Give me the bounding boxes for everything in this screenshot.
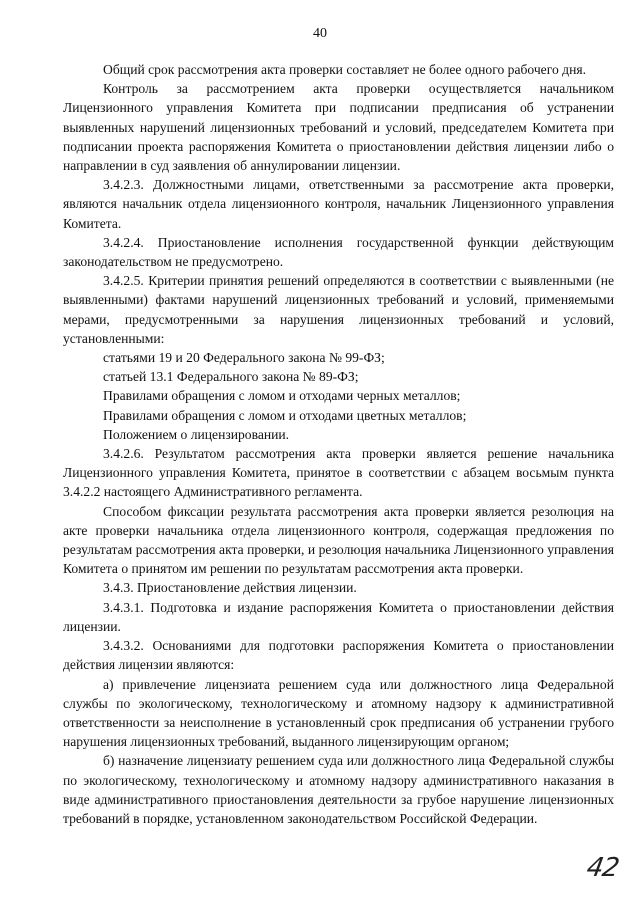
list-item: статьей 13.1 Федерального закона № 89-ФЗ;	[103, 369, 359, 385]
paragraph: 3.4.3. Приостановление действия лицензии.	[103, 580, 357, 596]
paragraph: 3.4.2.4. Приостановление исполнения государственной функции действующим законодательством не предусмотрено.	[63, 234, 614, 270]
paragraph: Способом фиксации результата рассмотрения акта проверки является резолюция на акте проверки начальника отдела лицензионного контроля, содержащая предложения по результатам рассмотрения акта проверки, и резолюция начальника Лицензионного управления Комитета о принятом им решении по результатам рассмотрения акта проверки.	[63, 503, 614, 577]
paragraph: 3.4.3.2. Основаниями для подготовки распоряжения Комитета о приостановлении действия лицензии являются:	[63, 638, 614, 673]
paragraph: 3.4.3.1. Подготовка и издание распоряжения Комитета о приостановлении действия лицензии.	[63, 599, 614, 634]
page-number: 40	[313, 26, 327, 41]
paragraph: 3.4.2.3. Должностными лицами, ответственными за рассмотрение акта проверки, являются начальник отдела лицензионного контроля, начальник Лицензионного управления Комитета.	[63, 177, 614, 231]
list-item: Правилами обращения с ломом и отходами цветных металлов;	[103, 407, 467, 423]
document-body	[63, 60, 614, 828]
handwritten-page-number: 42	[584, 853, 621, 883]
list-item: Правилами обращения с ломом и отходами черных металлов;	[103, 388, 461, 404]
list-item: Положением о лицензировании.	[103, 426, 290, 442]
paragraph: а) привлечение лицензиата решением суда или должностного лица Федеральной службы по экологическому, технологическому и атомному надзору к административной ответственности за неисполнение в установленный срок предписания об устранении грубого нарушения лицензионных требований, выданного лицензирующим органом;	[63, 676, 614, 750]
paragraph: Контроль за рассмотрением акта проверки осуществляется начальником Лицензионного управления Комитета при подписании предписания об устранении выявленных нарушений лицензионных требований и условий, председателем Комитета при подписании проекта распоряжения Комитета о приостановлении действия лицензии либо о направлении в суд заявления об аннулировании лицензии.	[63, 81, 614, 174]
paragraph: б) назначение лицензиату решением суда или должностного лица Федеральной службы по экологическому, технологическому и атомному надзору административного наказания в виде административного приостановления деятельности за грубое нарушение лицензионных требований в порядке, установленном законодательством Российской Федерации.	[63, 753, 614, 826]
paragraph: Общий срок рассмотрения акта проверки составляет не более одного рабочего дня.	[103, 62, 586, 77]
paragraph: 3.4.2.6. Результатом рассмотрения акта проверки является решение начальника Лицензионного управления Комитета, принятое в соответствии с абзацем восьмым пункта 3.4.2.2 настоящего Административного регламента.	[63, 446, 614, 500]
list-item: статьями 19 и 20 Федерального закона № 99-ФЗ;	[103, 350, 385, 366]
paragraph: 3.4.2.5. Критерии принятия решений определяются в соответствии с выявленными (не выявленными) фактами нарушений лицензионных требований и условий, применяемыми мерами, предусмотренными за нарушения лицензионных требований и условий, установленными:	[63, 273, 614, 346]
